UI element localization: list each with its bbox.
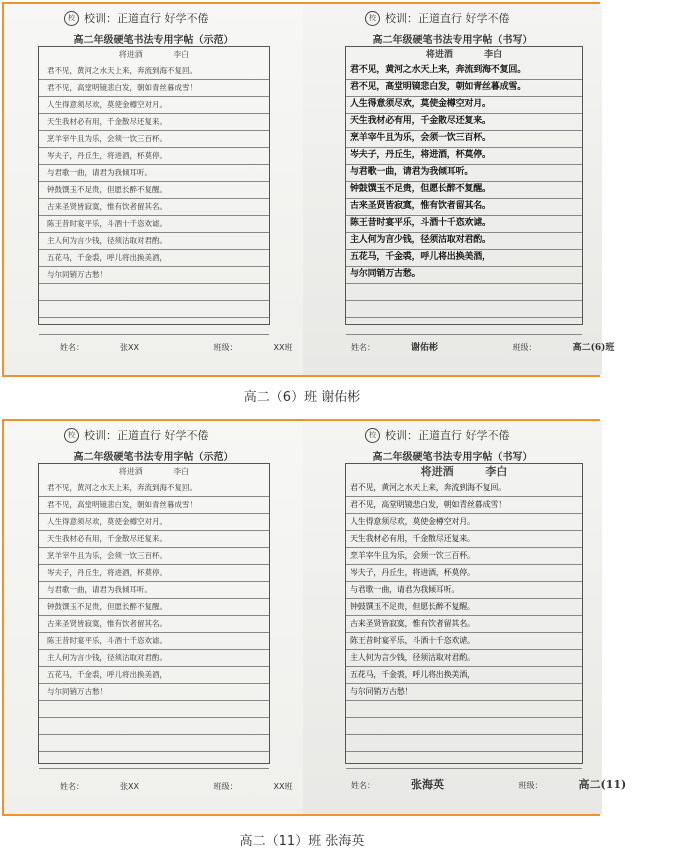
poem-author: 李白 <box>484 50 503 60</box>
poem-header-handwritten <box>346 47 582 63</box>
write-sheet-title: 高二年级硬笔书法专用字帖（书写） <box>372 35 533 46</box>
poem-header <box>39 464 269 480</box>
grid-line: 与尔同销万古愁！ <box>39 684 269 701</box>
school-seal-icon: 校 <box>365 428 380 443</box>
handwritten-line: 天生我材必有用，千金散尽还复来。 <box>346 531 582 548</box>
grid-line: 古来圣贤皆寂寞，惟有饮者留其名。 <box>39 616 269 633</box>
handwritten-line: 人生得意须尽欢，莫使金樽空对月。 <box>346 97 582 114</box>
handwritten-line: 主人何为言少钱，径须沽取对君酌。 <box>346 233 582 250</box>
handwritten-line: 烹羊宰牛且为乐，会须一饮三百杯。 <box>346 131 582 148</box>
poem-title: 将进酒 <box>420 465 454 478</box>
handwritten-line: 古来圣贤皆寂寞，惟有饮者留其名。 <box>346 616 582 633</box>
grid-line-empty <box>39 718 269 735</box>
school-motto: 校 校训：正道直行 好学不倦 <box>365 10 510 26</box>
grid-line-empty <box>39 284 269 301</box>
photo-caption-1: 高二（6）班 谢佑彬 <box>243 390 361 405</box>
grid-line: 君不见，黄河之水天上来，奔流到海不复回。 <box>39 63 269 80</box>
grid-line: 古来圣贤皆寂寞，惟有饮者留其名。 <box>39 199 269 216</box>
photo-student-2 <box>2 419 627 816</box>
handwritten-line: 君不见，黄河之水天上来，奔流到海不复回。 <box>346 63 582 80</box>
handwritten-line: 与君歌一曲，请君为我倾耳听。 <box>346 165 582 182</box>
grid-line-empty <box>346 735 582 752</box>
sample-sheet-title: 高二年级硬笔书法专用字帖（示范） <box>73 35 234 46</box>
handwritten-line: 五花马，千金裘，呼儿将出换美酒， <box>346 250 582 267</box>
handwritten-line: 君不见，黄河之水天上来，奔流到海不复回。 <box>346 480 582 497</box>
grid-line: 钟鼓馔玉不足贵，但愿长醉不复醒。 <box>39 182 269 199</box>
grid-line: 君不见，高堂明镜悲白发，朝如青丝暮成雪！ <box>39 80 269 97</box>
grid-line: 天生我材必有用，千金散尽还复来。 <box>39 531 269 548</box>
poem-title: 将进酒 <box>118 467 143 476</box>
poem-author: 李白 <box>173 467 190 476</box>
photo-student-1 <box>2 2 615 377</box>
handwritten-line: 岑夫子，丹丘生，将进酒，杯莫停。 <box>346 565 582 582</box>
poem-title: 将进酒 <box>425 50 453 60</box>
handwritten-line: 陈王昔时宴平乐，斗酒十千恣欢谑。 <box>346 216 582 233</box>
poem-author: 李白 <box>173 50 190 59</box>
grid-line: 陈王昔时宴平乐，斗酒十千恣欢谑。 <box>39 633 269 650</box>
sample-sheet <box>4 421 303 814</box>
handwritten-line: 君不见，高堂明镜悲白发，朝如青丝暮成雪！ <box>346 497 582 514</box>
school-seal-icon: 校 <box>64 11 79 26</box>
grid-line-empty <box>346 701 582 718</box>
grid-line-empty <box>346 318 582 335</box>
grid-line: 钟鼓馔玉不足贵，但愿长醉不复醒。 <box>39 599 269 616</box>
grid-line: 岑夫子，丹丘生，将进酒，杯莫停。 <box>39 148 269 165</box>
sample-name-row: 姓名： 张XX 班级： XX班 <box>60 782 293 791</box>
grid-line: 天生我材必有用，千金散尽还复来。 <box>39 114 269 131</box>
handwritten-line: 岑夫子，丹丘生，将进酒，杯莫停。 <box>346 148 582 165</box>
school-motto: 校 校训：正道直行 好学不倦 <box>64 10 209 26</box>
writing-grid <box>345 463 583 764</box>
school-motto: 校 校训：正道直行 好学不倦 <box>365 427 510 443</box>
grid-line-empty <box>39 752 269 769</box>
handwritten-line: 五花马，千金裘，呼儿将出换美酒， <box>346 667 582 684</box>
sample-name-row: 姓名： 张XX 班级： XX班 <box>60 343 293 352</box>
handwritten-line: 与尔同销万古愁。 <box>346 267 582 284</box>
grid-line: 陈王昔时宴平乐，斗酒十千恣欢谑。 <box>39 216 269 233</box>
handwritten-line: 主人何为言少钱，径须沽取对君酌。 <box>346 650 582 667</box>
school-seal-icon: 校 <box>64 428 79 443</box>
student-name-row: 姓名： 谢佑彬 班级： 高二(6)班 <box>351 343 615 353</box>
handwritten-line: 钟鼓馔玉不足贵，但愿长醉不复醒。 <box>346 182 582 199</box>
sample-sheet <box>4 4 303 375</box>
grid-line: 与君歌一曲，请君为我倾耳听。 <box>39 165 269 182</box>
write-sheet-title: 高二年级硬笔书法专用字帖（书写） <box>372 452 533 463</box>
grid-line: 烹羊宰牛且为乐，会须一饮三百杯。 <box>39 548 269 565</box>
grid-line-empty <box>346 718 582 735</box>
grid-line: 烹羊宰牛且为乐，会须一饮三百杯。 <box>39 131 269 148</box>
handwritten-line: 陈王昔时宴平乐，斗酒十千恣欢谑。 <box>346 633 582 650</box>
handwritten-line: 烹羊宰牛且为乐，会须一饮三百杯。 <box>346 548 582 565</box>
grid-line: 人生得意须尽欢，莫使金樽空对月。 <box>39 514 269 531</box>
grid-line: 人生得意须尽欢，莫使金樽空对月。 <box>39 97 269 114</box>
school-seal-icon: 校 <box>365 11 380 26</box>
school-motto: 校 校训：正道直行 好学不倦 <box>64 427 209 443</box>
grid-line: 岑夫子，丹丘生，将进酒，杯莫停。 <box>39 565 269 582</box>
grid-line: 君不见，黄河之水天上来，奔流到海不复回。 <box>39 480 269 497</box>
poem-header-handwritten <box>346 464 582 480</box>
grid-line: 与尔同销万古愁！ <box>39 267 269 284</box>
grid-line-empty <box>346 284 582 301</box>
poem-author: 李白 <box>485 465 508 478</box>
handwritten-line: 君不见，高堂明镜悲白发，朝如青丝暮成雪。 <box>346 80 582 97</box>
handwritten-line: 钟鼓馔玉不足贵，但愿长醉不复醒。 <box>346 599 582 616</box>
handwritten-line: 与君歌一曲，请君为我倾耳听。 <box>346 582 582 599</box>
writing-grid <box>38 46 270 325</box>
handwritten-line: 与尔同销万古愁！ <box>346 684 582 701</box>
grid-line: 五花马，千金裘，呼儿将出换美酒， <box>39 250 269 267</box>
handwritten-line: 古来圣贤皆寂寞，惟有饮者留其名。 <box>346 199 582 216</box>
student-writing-sheet <box>303 4 615 375</box>
grid-line-empty <box>39 318 269 335</box>
grid-line-empty <box>39 701 269 718</box>
grid-line: 五花马，千金裘，呼儿将出换美酒， <box>39 667 269 684</box>
poem-title: 将进酒 <box>118 50 143 59</box>
grid-line-empty <box>346 301 582 318</box>
grid-line: 主人何为言少钱，径须沽取对君酌。 <box>39 233 269 250</box>
poem-header <box>39 47 269 63</box>
grid-line-empty <box>39 735 269 752</box>
photo-caption-2: 高二（11）班 张海英 <box>239 834 365 849</box>
writing-grid <box>345 46 583 325</box>
grid-line-empty <box>39 301 269 318</box>
handwritten-line: 人生得意须尽欢，莫使金樽空对月。 <box>346 514 582 531</box>
student-writing-sheet <box>303 421 627 814</box>
grid-line-empty <box>346 752 582 769</box>
grid-line: 主人何为言少钱，径须沽取对君酌。 <box>39 650 269 667</box>
writing-grid <box>38 463 270 764</box>
grid-line: 与君歌一曲，请君为我倾耳听。 <box>39 582 269 599</box>
grid-line: 君不见，高堂明镜悲白发，朝如青丝暮成雪！ <box>39 497 269 514</box>
sample-sheet-title: 高二年级硬笔书法专用字帖（示范） <box>73 452 234 463</box>
student-name-row: 姓名： 张海英 班级： 高二(11) <box>351 778 627 791</box>
handwritten-line: 天生我材必有用，千金散尽还复来。 <box>346 114 582 131</box>
